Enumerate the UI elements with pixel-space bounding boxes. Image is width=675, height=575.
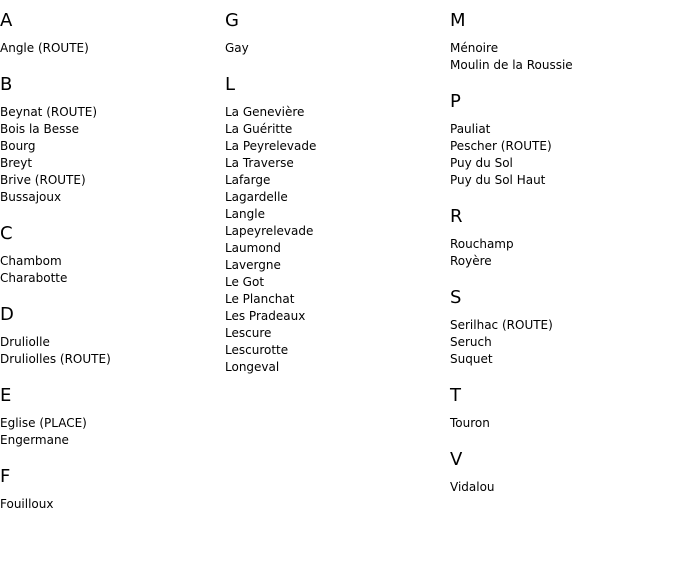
letter-group (0, 223, 220, 287)
letter-heading: R (450, 206, 463, 227)
letter-group (225, 74, 445, 376)
street-link[interactable]: Lafarge (225, 173, 271, 187)
letter-group (0, 304, 220, 368)
letter-group (450, 385, 670, 432)
letter-heading: V (450, 449, 463, 470)
street-link[interactable]: Longeval (225, 360, 280, 374)
street-link[interactable]: Bussajoux (0, 190, 62, 204)
street-link[interactable]: La Traverse (225, 156, 294, 170)
street-link[interactable]: La Genevière (225, 105, 305, 119)
street-link[interactable]: Lapeyrelevade (225, 224, 314, 238)
street-link[interactable]: Druliolle (0, 335, 50, 349)
letter-group (450, 10, 670, 74)
street-link[interactable]: Bourg (0, 139, 36, 153)
street-list (450, 40, 670, 74)
index-column-3 (450, 10, 670, 513)
letter-group (0, 385, 220, 449)
letter-group (0, 466, 220, 513)
letter-group (0, 10, 220, 57)
street-link[interactable]: Touron (450, 416, 490, 430)
letter-group (0, 74, 220, 206)
street-link[interactable]: Royère (450, 254, 492, 268)
street-link[interactable]: Breyt (0, 156, 33, 170)
street-link[interactable]: Pauliat (450, 122, 491, 136)
letter-heading: F (0, 466, 11, 487)
street-link[interactable]: Puy du Sol Haut (450, 173, 546, 187)
street-link[interactable]: Lagardelle (225, 190, 288, 204)
street-link[interactable]: Vidalou (450, 480, 495, 494)
street-link[interactable]: Laumond (225, 241, 281, 255)
street-link[interactable]: Fouilloux (0, 497, 54, 511)
street-link[interactable]: Engermane (0, 433, 69, 447)
street-link[interactable]: Moulin de la Roussie (450, 58, 573, 72)
street-link[interactable]: Le Planchat (225, 292, 295, 306)
street-link[interactable]: Lescure (225, 326, 272, 340)
street-list (450, 121, 670, 189)
letter-group (450, 287, 670, 368)
street-link[interactable]: Pescher (ROUTE) (450, 139, 552, 153)
letter-heading: E (0, 385, 12, 406)
letter-heading: S (450, 287, 462, 308)
street-link[interactable]: Rouchamp (450, 237, 514, 251)
street-link[interactable]: Bois la Besse (0, 122, 79, 136)
street-list (450, 415, 670, 432)
street-list (225, 104, 445, 376)
street-link[interactable]: Eglise (PLACE) (0, 416, 87, 430)
letter-group (450, 449, 670, 496)
street-link[interactable]: Ménoire (450, 41, 499, 55)
letter-heading: C (0, 223, 13, 244)
street-link[interactable]: Brive (ROUTE) (0, 173, 86, 187)
letter-heading: D (0, 304, 14, 325)
street-list (0, 334, 220, 368)
street-link[interactable]: Charabotte (0, 271, 68, 285)
letter-heading: P (450, 91, 461, 112)
letter-heading: M (450, 10, 466, 31)
letter-group (225, 10, 445, 57)
street-link[interactable]: La Peyrelevade (225, 139, 317, 153)
letter-heading: T (450, 385, 461, 406)
street-link[interactable]: Le Got (225, 275, 265, 289)
street-list (0, 415, 220, 449)
letter-heading: B (0, 74, 13, 95)
street-link[interactable]: Gay (225, 41, 249, 55)
street-list (0, 496, 220, 513)
street-list (225, 40, 445, 57)
street-list (450, 317, 670, 368)
street-link[interactable]: La Guéritte (225, 122, 293, 136)
letter-group (450, 91, 670, 189)
street-link[interactable]: Lescurotte (225, 343, 289, 357)
street-link[interactable]: Suquet (450, 352, 493, 366)
street-link[interactable]: Beynat (ROUTE) (0, 105, 98, 119)
street-link[interactable]: Angle (ROUTE) (0, 41, 89, 55)
street-list (450, 479, 670, 496)
street-list (450, 236, 670, 270)
street-list (0, 40, 220, 57)
letter-heading: G (225, 10, 239, 31)
letter-heading: L (225, 74, 236, 95)
street-link[interactable]: Lavergne (225, 258, 281, 272)
street-link[interactable]: Les Pradeaux (225, 309, 306, 323)
letter-group (450, 206, 670, 270)
street-link[interactable]: Serilhac (ROUTE) (450, 318, 553, 332)
street-link[interactable]: Seruch (450, 335, 492, 349)
street-list (0, 253, 220, 287)
street-link[interactable]: Druliolles (ROUTE) (0, 352, 111, 366)
street-link[interactable]: Langle (225, 207, 265, 221)
street-link[interactable]: Puy du Sol (450, 156, 513, 170)
index-column-2 (225, 10, 445, 393)
street-list (0, 104, 220, 206)
index-column-1 (0, 10, 220, 530)
letter-heading: A (0, 10, 13, 31)
street-link[interactable]: Chambom (0, 254, 62, 268)
